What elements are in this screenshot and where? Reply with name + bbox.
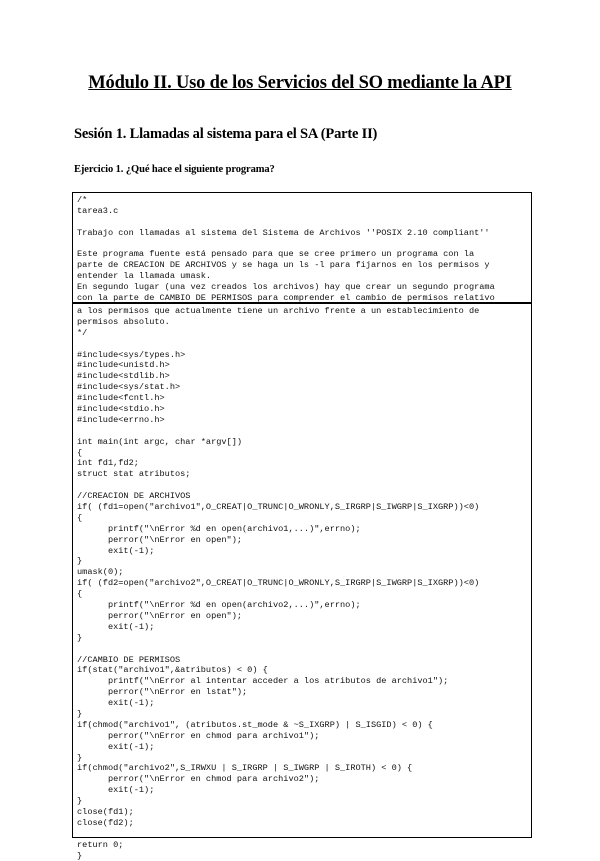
code-line: perror("\nError en chmod para archivo2"); xyxy=(77,774,320,785)
code-line xyxy=(77,339,527,350)
code-line: if(stat("archivo1",&atributos) < 0) { xyxy=(77,665,268,676)
code-line: } xyxy=(77,850,83,861)
code-line: #include<stdio.h> xyxy=(77,404,165,415)
code-line: exit(-1); xyxy=(77,698,155,709)
code-line: perror("\nError en lstat"); xyxy=(77,687,248,698)
code-block-1 xyxy=(73,193,531,304)
session-heading: Sesión 1. Llamadas al sistema para el SA (Parte II) xyxy=(74,126,378,142)
code-line: exit(-1); xyxy=(77,741,155,752)
code-line: printf("\nError %d en open(archivo1,...)",errno); xyxy=(77,523,361,534)
code-line: close(fd2); xyxy=(77,817,134,828)
code-line: printf("\nError %d en open(archivo2,...)",errno); xyxy=(77,600,361,611)
code-line xyxy=(77,239,527,250)
code-line: entender la llamada umask. xyxy=(77,271,212,282)
code-line: } xyxy=(77,556,83,567)
code-line: Este programa fuente está pensado para que se cree primero un programa con la xyxy=(77,249,475,260)
code-line: En segundo lugar (una vez creados los archivos) hay que crear un segundo programa xyxy=(77,282,495,293)
code-line: #include<fcntl.h> xyxy=(77,393,165,404)
code-line: /* xyxy=(77,195,88,205)
code-line: #include<errno.h> xyxy=(77,414,165,425)
code-line: umask(0); xyxy=(77,567,124,578)
code-line: if( (fd2=open("archivo2",O_CREAT|O_TRUNC|O_WRONLY,S_IRGRP|S_IWGRP|S_IXGRP))<0) xyxy=(77,578,480,589)
code-line: perror("\nError en open"); xyxy=(77,534,243,545)
code-line: if(chmod("archivo2",S_IRWXU | S_IRGRP | S_IWGRP | S_IROTH) < 0) { xyxy=(77,763,413,774)
code-line: } xyxy=(77,708,83,719)
code-line: int fd1,fd2; xyxy=(77,458,139,469)
code-line: exit(-1); xyxy=(77,785,155,796)
code-box-header-comment xyxy=(72,192,532,303)
code-line: tarea3.c xyxy=(77,205,119,216)
code-line xyxy=(77,644,527,655)
code-line: //CAMBIO DE PERMISOS xyxy=(77,654,181,665)
code-block-2 xyxy=(73,304,531,861)
document-title: Módulo II. Uso de los Servicios del SO mediante la API xyxy=(88,73,512,93)
code-line: } xyxy=(77,632,83,643)
code-box-program xyxy=(72,303,532,861)
code-line: Trabajo con llamadas al sistema del Sistema de Archivos ''POSIX 2.10 compliant'' xyxy=(77,227,490,238)
code-line: { xyxy=(77,512,83,523)
code-line: return 0; xyxy=(77,839,124,850)
code-line: #include<stdlib.h> xyxy=(77,371,170,382)
code-line: struct stat atributos; xyxy=(77,469,191,480)
code-line xyxy=(77,829,527,840)
code-line: } xyxy=(77,752,83,763)
code-line: #include<sys/types.h> xyxy=(77,349,186,360)
code-line: perror("\nError en open"); xyxy=(77,610,243,621)
code-line xyxy=(77,217,527,228)
code-line: perror("\nError en chmod para archivo1"); xyxy=(77,730,320,741)
code-line: */ xyxy=(77,327,88,338)
code-line: printf("\nError al intentar acceder a los atributos de archivo1"); xyxy=(77,676,449,687)
code-line: permisos absoluto. xyxy=(77,316,170,327)
code-line: if(chmod("archivo1", (atributos.st_mode & ~S_IXGRP) | S_ISGID) < 0) { xyxy=(77,719,433,730)
code-line: close(fd1); xyxy=(77,806,134,817)
code-line: if( (fd1=open("archivo1",O_CREAT|O_TRUNC|O_WRONLY,S_IRGRP|S_IWGRP|S_IXGRP))<0) xyxy=(77,502,480,513)
code-line: exit(-1); xyxy=(77,621,155,632)
code-line: #include<sys/stat.h> xyxy=(77,382,181,393)
exercise-heading: Ejercicio 1. ¿Qué hace el siguiente programa? xyxy=(74,164,275,175)
code-line: { xyxy=(77,589,83,600)
code-line: #include<unistd.h> xyxy=(77,360,170,371)
code-line xyxy=(77,480,527,491)
code-line: { xyxy=(77,447,83,458)
code-line: con la parte de CAMBIO DE PERMISOS para comprender el cambio de permisos relativo xyxy=(77,293,495,304)
code-line: //CREACION DE ARCHIVOS xyxy=(77,491,191,502)
code-line: } xyxy=(77,796,83,807)
code-line: exit(-1); xyxy=(77,545,155,556)
code-line: int main(int argc, char *argv[]) xyxy=(77,436,243,447)
code-line: parte de CREACION DE ARCHIVOS y se haga un ls -l para fijarnos en los permisos y xyxy=(77,260,490,271)
code-line xyxy=(77,426,527,437)
code-line: a los permisos que actualmente tiene un archivo frente a un establecimiento de xyxy=(77,306,480,316)
